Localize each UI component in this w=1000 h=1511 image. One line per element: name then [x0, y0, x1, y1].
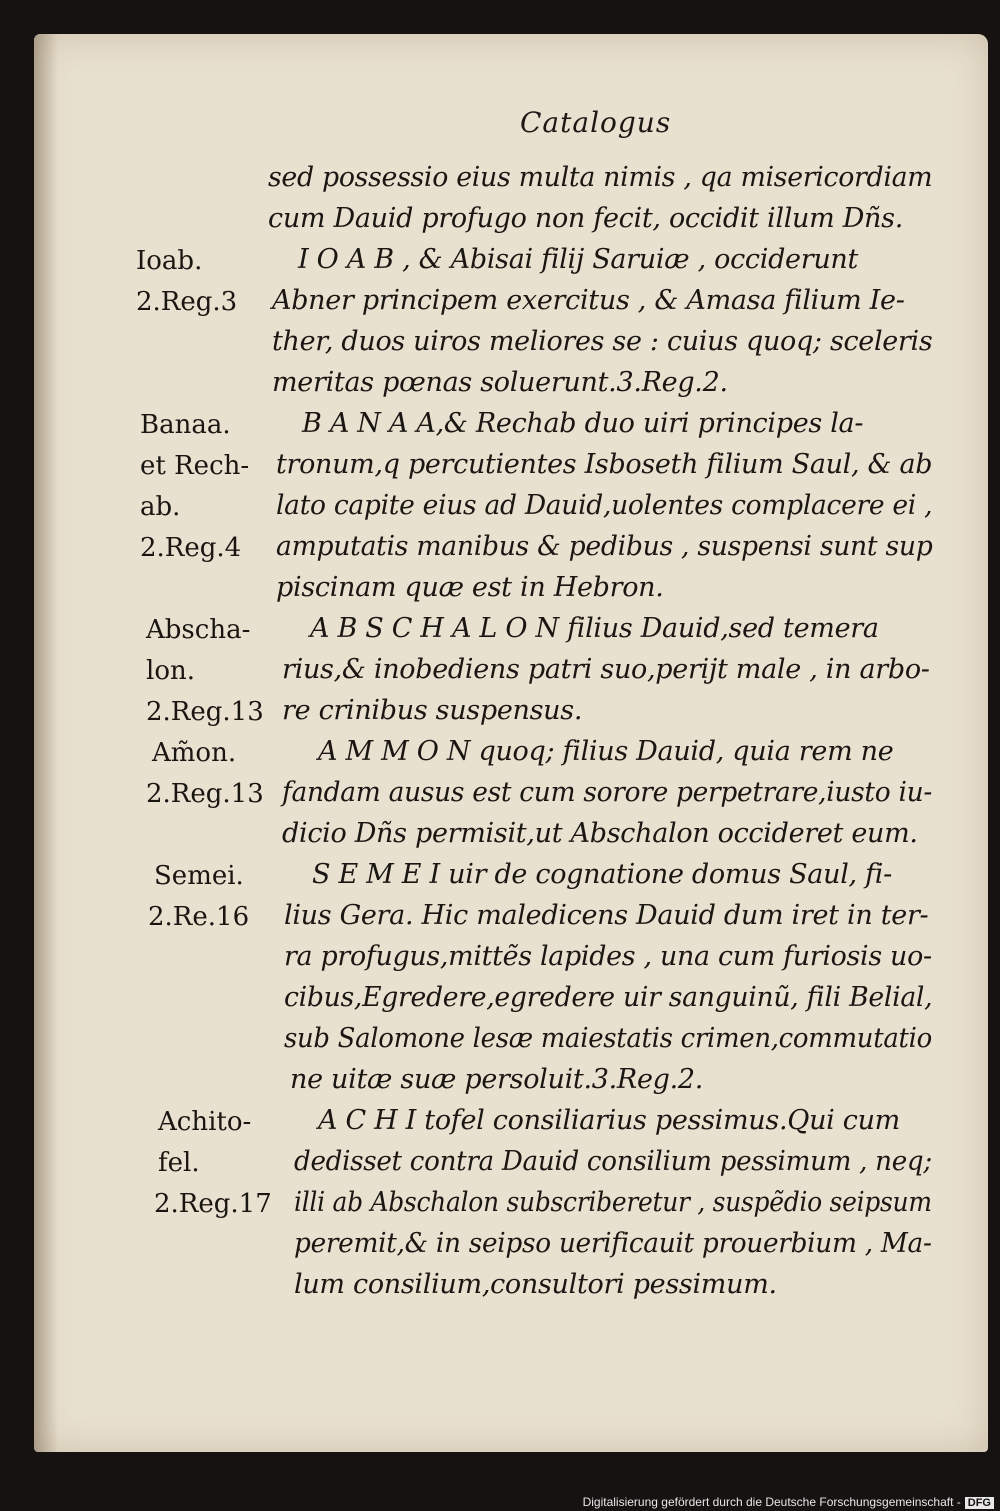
text-line: cum Dauid profugo non fecit, occidit illum Dñs. [268, 203, 903, 234]
text-line: cibus,Egredere,egredere uir sanguinũ, fili Belial, [284, 982, 933, 1013]
margin-note: et Rech- [140, 451, 250, 481]
margin-note: 2.Reg.4 [140, 533, 242, 563]
text-line: peremit,& in seipso uerificauit prouerbium , Ma- [294, 1228, 932, 1259]
text-line: sub Salomone lesæ maiestatis crimen,commutatio [284, 1023, 932, 1054]
text-line: A B S C H A L O N filius Dauid,sed temera [310, 613, 879, 644]
text-line: S E M E I uir de cognatione domus Saul, fi- [312, 859, 892, 890]
running-head: Catalogus [520, 106, 672, 139]
text-line: A M M O N quoq; filius Dauid, quia rem ne [318, 736, 894, 767]
margin-note: Am̃on. [152, 738, 237, 768]
text-line: lato capite eius ad Dauid,uolentes complacere ei , [276, 490, 933, 521]
text-line: fandam ausus est cum sorore perpetrare,iusto iu- [282, 777, 932, 808]
margin-note: Ioab. [136, 246, 203, 276]
text-line: B A N A A,& Rechab duo uiri principes la- [302, 408, 864, 439]
margin-note: 2.Reg.13 [146, 697, 264, 727]
margin-note: 2.Re.16 [148, 902, 250, 932]
text-line: illi ab Abschalon subscriberetur , suspẽdio seipsum [294, 1187, 932, 1218]
margin-note: 2.Reg.17 [154, 1189, 272, 1219]
text-line: amputatis manibus & pedibus , suspensi sunt sup [276, 531, 933, 562]
page-spine-shadow [34, 34, 58, 1452]
digitization-credit [583, 1495, 994, 1509]
dfg-logo: DFG [965, 1497, 994, 1509]
margin-note: Abscha- [146, 615, 251, 645]
text-line: Abner principem exercitus , & Amasa filium Ie- [272, 285, 905, 316]
text-line: tronum,q percutientes Isboseth filium Saul, & ab [276, 449, 933, 480]
text-line: meritas pœnas soluerunt.3.Reg.2. [272, 367, 728, 398]
text-line: ne uitæ suæ persoluit.3.Reg.2. [290, 1064, 704, 1095]
text-line: re crinibus suspensus. [282, 695, 583, 726]
text-line: I O A B , & Abisai filij Saruiæ , occiderunt [298, 244, 859, 275]
margin-note: 2.Reg.3 [136, 287, 238, 317]
credit-text: Digitalisierung gefördert durch die Deutsche Forschungsgemeinschaft - [582, 1495, 961, 1509]
margin-note: lon. [146, 656, 195, 686]
text-line: sed possessio eius multa nimis , qa misericordiam [268, 162, 933, 193]
text-line: piscinam quæ est in Hebron. [276, 572, 664, 603]
text-line: A C H I tofel consiliarius pessimus.Qui cum [318, 1105, 900, 1136]
margin-note: 2.Reg.13 [146, 779, 264, 809]
text-line: dedisset contra Dauid consilium pessimum , neq; [294, 1146, 932, 1177]
margin-note: Semei. [154, 861, 244, 891]
text-line: rius,& inobediens patri suo,perijt male , in arbo- [282, 654, 930, 685]
text-line: lum consilium,consultori pessimum. [294, 1269, 777, 1300]
margin-note: fel. [158, 1148, 200, 1178]
text-line: ther, duos uiros meliores se : cuius quoq; sceleris [272, 326, 933, 357]
margin-note: ab. [140, 492, 181, 522]
text-line: lius Gera. Hic maledicens Dauid dum iret in ter- [284, 900, 929, 931]
margin-note: Banaa. [140, 410, 231, 440]
margin-note: Achito- [158, 1107, 252, 1137]
text-line: dicio Dñs permisit,ut Abschalon occideret eum. [282, 818, 918, 849]
text-line: ra profugus,mittẽs lapides , una cum furiosis uo- [284, 941, 932, 972]
